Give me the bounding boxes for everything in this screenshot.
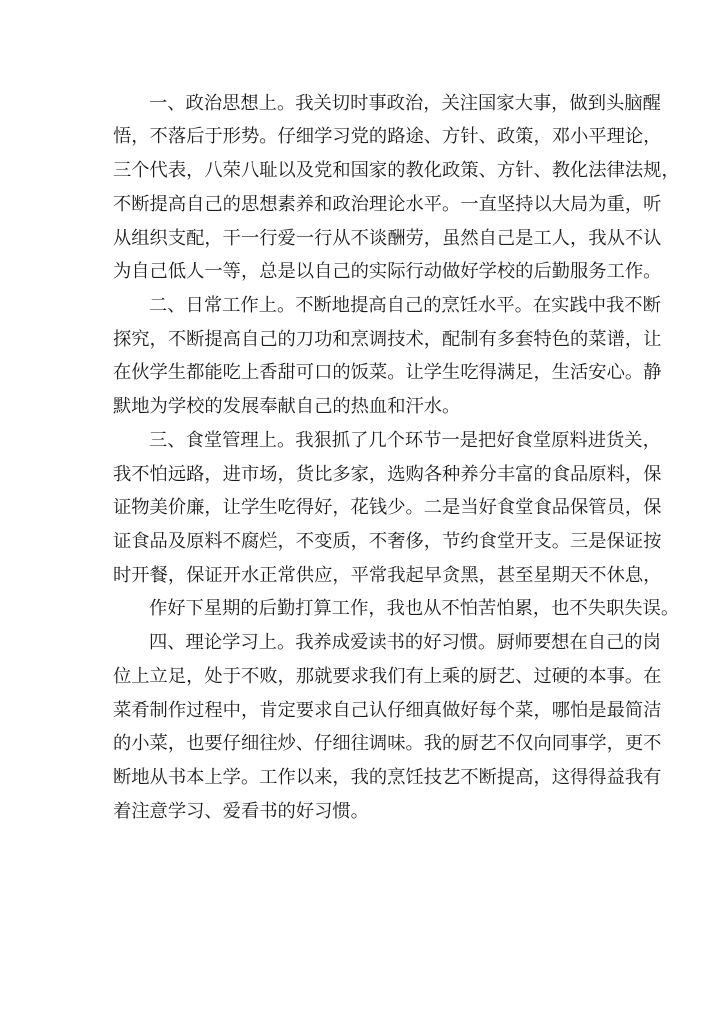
paragraph-1-line-3: 三个代表，八荣八耻以及党和国家的教化政策、方针、教化法律法规， xyxy=(113,160,680,181)
paragraph-1-line-6: 为自己低人一等，总是以自己的实际行动做好学校的后勤服务工作。 xyxy=(113,261,662,282)
paragraph-1-line-2: 悟，不落后于形势。仔细学习党的路途、方针、政策，邓小平理论， xyxy=(113,126,662,147)
paragraph-2-line-1: 二、日常工作上。不断地提高自己的烹饪水平。在实践中我不断 xyxy=(149,295,661,316)
paragraph-2-line-3: 在伙学生都能吃上香甜可口的饭菜。让学生吃得满足，生活安心。静 xyxy=(113,362,662,383)
paragraph-2-line-2: 探究，不断提高自己的刀功和烹调技术，配制有多套特色的菜谱，让 xyxy=(113,329,662,350)
paragraph-4-line-6: 着注意学习、爱看书的好习惯。 xyxy=(113,801,369,822)
paragraph-3-line-1: 三、食堂管理上。我狠抓了几个环节一是把好食堂原料进货关， xyxy=(149,430,661,451)
paragraph-1-line-4: 不断提高自己的思想素养和政治理论水平。一直坚持以大局为重，听 xyxy=(113,194,662,215)
paragraph-4-line-1: 四、理论学习上。我养成爱读书的好习惯。厨师要想在自己的岗 xyxy=(149,632,661,653)
paragraph-2-line-4: 默地为学校的发展奉献自己的热血和汗水。 xyxy=(113,396,461,417)
paragraph-3-line-6: 作好下星期的后勤打算工作，我也从不怕苦怕累，也不失职失误。 xyxy=(149,598,680,619)
paragraph-3-line-5: 时开餐，保证开水正常供应，平常我起早贪黑，甚至星期天不休息， xyxy=(113,565,662,586)
paragraph-4-line-3: 菜肴制作过程中，肯定要求自己认仔细真做好每个菜，哪怕是最简洁 xyxy=(113,700,662,721)
paragraph-3-line-4: 证食品及原料不腐烂，不变质，不奢侈，节约食堂开支。三是保证按 xyxy=(113,531,662,552)
paragraph-4-line-4: 的小菜，也要仔细往炒、仔细往调味。我的厨艺不仅向同事学，更不 xyxy=(113,733,662,754)
paragraph-1-line-1: 一、政治思想上。我关切时事政治，关注国家大事，做到头脑醒 xyxy=(149,93,661,114)
paragraph-3-line-2: 我不怕远路，进市场，货比多家，选购各种养分丰富的食品原料，保 xyxy=(113,464,662,485)
paragraph-4-line-2: 位上立足，处于不败，那就要求我们有上乘的厨艺、过硬的本事。在 xyxy=(113,666,662,687)
paragraph-3-line-3: 证物美价廉，让学生吃得好，花钱少。二是当好食堂食品保管员，保 xyxy=(113,497,662,518)
paragraph-1-line-5: 从组织支配，干一行爱一行从不谈酬劳，虽然自己是工人，我从不认 xyxy=(113,228,662,249)
paragraph-4-line-5: 断地从书本上学。工作以来，我的烹饪技艺不断提高，这得得益我有 xyxy=(113,767,662,788)
